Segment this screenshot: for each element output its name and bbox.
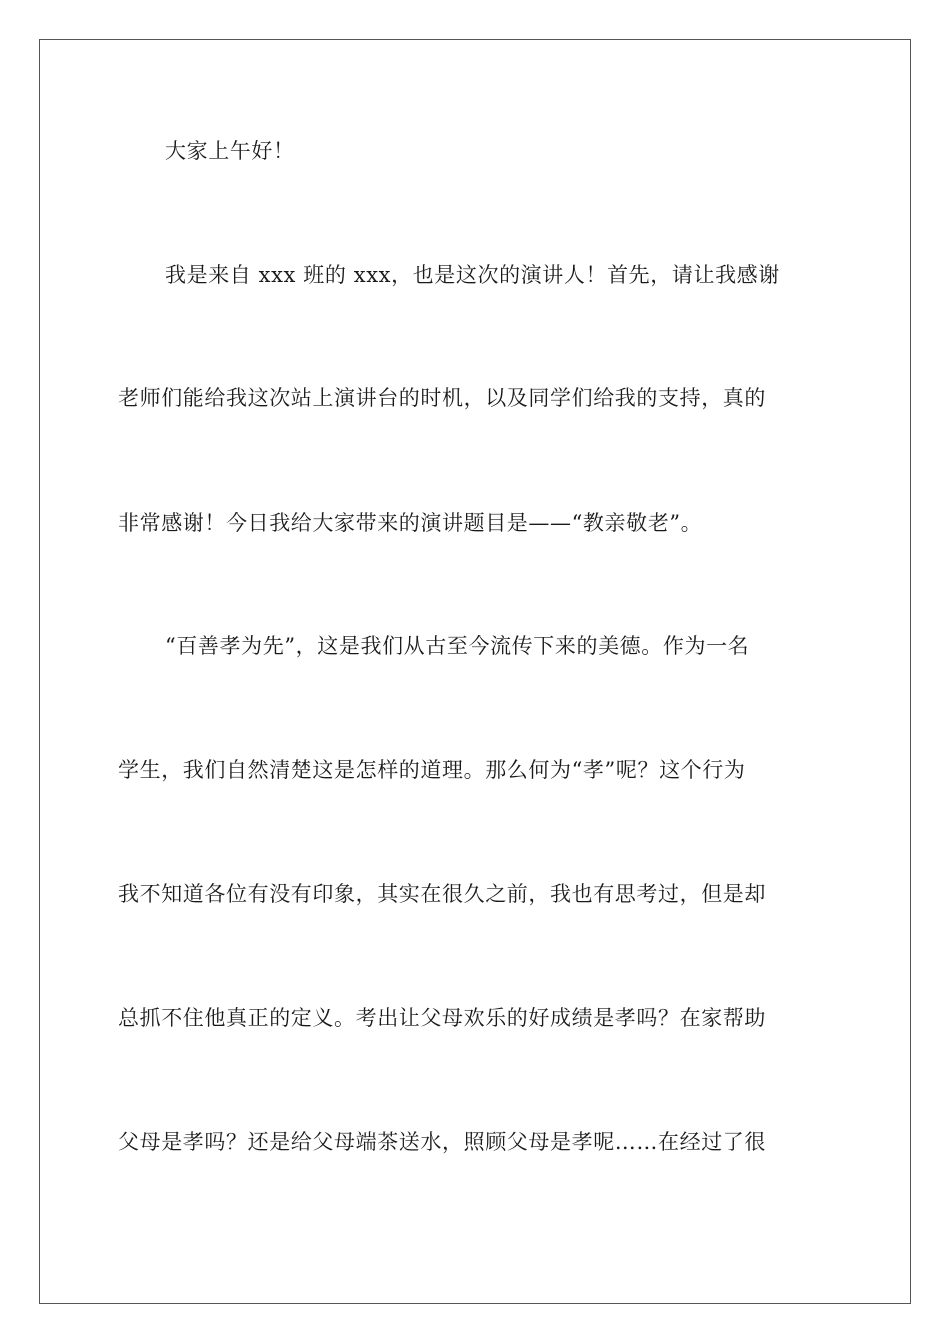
paragraph-line: 我不知道各位有没有印象，其实在很久之前，我也有思考过，但是却	[118, 882, 766, 906]
paragraph-line: 总抓不住他真正的定义。考出让父母欢乐的好成绩是孝吗？在家帮助	[118, 1006, 766, 1030]
greeting-line: 大家上午好！	[165, 139, 295, 163]
paragraph-line: 非常感谢！今日我给大家带来的演讲题目是——“教亲敬老”。	[118, 511, 703, 535]
page-border	[39, 39, 911, 1304]
paragraph-line: 我是来自 xxx 班的 xxx，也是这次的演讲人！首先，请让我感谢	[165, 263, 780, 287]
paragraph-line: 老师们能给我这次站上演讲台的时机，以及同学们给我的支持，真的	[118, 386, 766, 410]
paragraph-line: 父母是孝吗？还是给父母端茶送水，照顾父母是孝呢……在经过了很	[118, 1130, 766, 1154]
paragraph-line: 学生，我们自然清楚这是怎样的道理。那么何为“孝”呢？这个行为	[118, 758, 746, 782]
paragraph-line: “百善孝为先”，这是我们从古至今流传下来的美德。作为一名	[165, 634, 750, 658]
